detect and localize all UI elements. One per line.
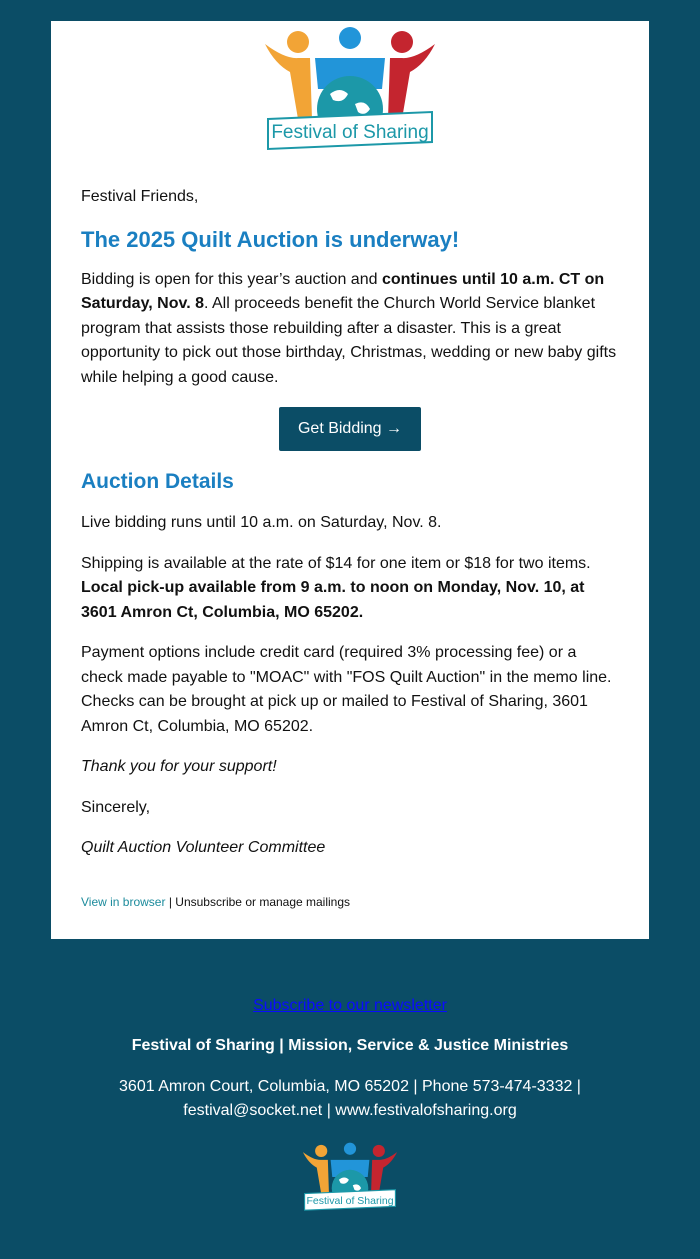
live-bidding-text: Live bidding runs until 10 a.m. on Saturday, Nov. 8. xyxy=(81,514,442,531)
signoff-text: Sincerely, xyxy=(81,798,151,816)
email-links: View in browser | Unsubscribe or manage mailings xyxy=(81,894,351,909)
view-in-browser-link[interactable]: View in browser xyxy=(81,894,166,909)
footer-logo xyxy=(300,1141,400,1213)
intro-paragraph: Bidding is open for this year’s auction and continues until 10 a.m. CT on Saturday, Nov. 8. All proceeds benefit the Church World Service blanket program that assists those rebuilding after a disaster. This is a great opportunity to pick out those birthday, Christmas, wedding or new baby gifts while helping a good cause. xyxy=(81,270,617,386)
subscribe-link[interactable]: Subscribe to our newsletter xyxy=(253,997,447,1014)
get-bidding-button[interactable]: Get Bidding → xyxy=(279,407,421,451)
footer-org: Festival of Sharing | Mission, Service & Justice Ministries xyxy=(131,1037,569,1054)
thanks-text: Thank you for your support! xyxy=(81,758,277,775)
festival-of-sharing-logo xyxy=(260,23,440,155)
email-card xyxy=(51,21,649,939)
payment-text: Payment options include credit card (required 3% processing fee) or a check made payable to "MOAC" with "FOS Quilt Auction" in the memo line. Checks can be brought at pick up or mailed to Festival of Sharing, 3601 Amron Ct, Columbia, MO 65202. xyxy=(81,644,612,735)
signature-text: Quilt Auction Volunteer Committee xyxy=(81,839,326,856)
greeting: Festival Friends, xyxy=(81,188,199,205)
footer-contact: festival@socket.net | www.festivalofsharing.org xyxy=(183,1102,517,1119)
headline: The 2025 Quilt Auction is underway! xyxy=(81,226,460,252)
footer xyxy=(0,997,700,1218)
details-heading: Auction Details xyxy=(81,470,234,493)
footer-address: 3601 Amron Court, Columbia, MO 65202 | Phone 573-474-3332 | xyxy=(119,1078,581,1095)
shipping-text: Shipping is available at the rate of $14 for one item or $18 for two items. Local pick-up available from 9 a.m. to noon on Monday, Nov. 10, at 3601 Amron Ct, Columbia, MO 65202. xyxy=(81,554,591,621)
unsubscribe-link[interactable]: Unsubscribe or manage mailings xyxy=(175,894,351,909)
